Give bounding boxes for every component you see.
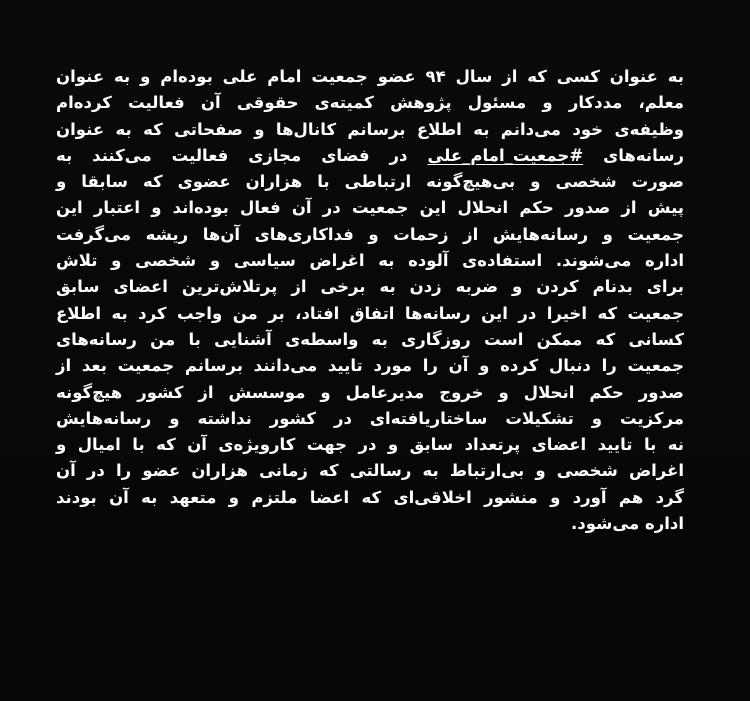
statement-line-4-start: رسانه‌های bbox=[603, 145, 684, 165]
hashtag-link[interactable]: #جمعیت_امام_علی bbox=[427, 145, 584, 165]
statement-line-4-end: در فضای مجازی فعالیت می‌کنند به bbox=[56, 145, 408, 165]
statement-line-10: جمعیت که اخیرا در این رسانه‌ها اتفاق افتاد، بر من واجب کرد به اطلاع bbox=[56, 303, 684, 323]
statement-line-15: نه با تایید اعضای پرتعداد سابق و در جهت کارویژه‌ی آن که با امیال و bbox=[56, 435, 684, 455]
statement-line-1: به عنوان کسی که از سال ۹۴ عضو جمعیت امام علی بوده‌ام و به عنوان bbox=[56, 67, 684, 86]
statement-line-14: مرکزیت و تشکیلات ساختاریافته‌ای در کشور نداشته و رسانه‌هایش bbox=[56, 408, 684, 428]
statement-line-5: صورت شخصی و بی‌هیچ‌گونه ارتباطی با هزاران عضوی که سابقا و bbox=[56, 172, 684, 192]
statement-line-2: معلم، مددکار و مسئول پژوهش کمیته‌ی حقوقی آن فعالیت کرده‌ام bbox=[56, 93, 684, 113]
statement-line-18: اداره می‌شود. bbox=[571, 514, 684, 534]
statement-line-6: پیش از صدور حکم انحلال این جمعیت در آن فعال بوده‌اند و اعتبار این bbox=[56, 198, 684, 218]
statement-line-12: جمعیت را دنبال کرده و آن را مورد تایید می‌دانند برسانم جمعیت بعد از bbox=[56, 356, 684, 376]
statement-line-11: کسانی که ممکن است روزگاری به واسطه‌ی آشنایی با من رسانه‌های bbox=[56, 329, 684, 349]
statement-line-3: وظیفه‌ی خود می‌دانم به اطلاع برسانم کانال‌ها و صفحاتی که به عنوان bbox=[56, 119, 684, 139]
statement-line-13: صدور حکم انحلال و خروج مدیرعامل و موسسش از کشور هیچ‌گونه bbox=[56, 382, 684, 402]
statement-line-17: گرد هم آورد و منشور اخلاقی‌ای که اعضا ملتزم و متعهد به آن بودند bbox=[56, 487, 684, 507]
statement-line-16: اغراض شخصی و بی‌ارتباط به رسالتی که زمانی هزاران عضو را در آن bbox=[56, 461, 684, 481]
statement-line-4 bbox=[56, 143, 684, 169]
statement-line-7: جمعیت و رسانه‌هایش از زحمات و فداکاری‌های آن‌ها ریشه می‌گرفت bbox=[56, 224, 684, 244]
statement-line-8: اداره می‌شوند. استفاده‌ی آلوده به اغراض سیاسی و شخصی و تلاش bbox=[56, 251, 684, 271]
statement-line-9: برای بدنام کردن و ضربه زدن به برخی از پرتلاش‌ترین اعضای سابق bbox=[56, 277, 684, 297]
statement-text bbox=[56, 64, 684, 537]
